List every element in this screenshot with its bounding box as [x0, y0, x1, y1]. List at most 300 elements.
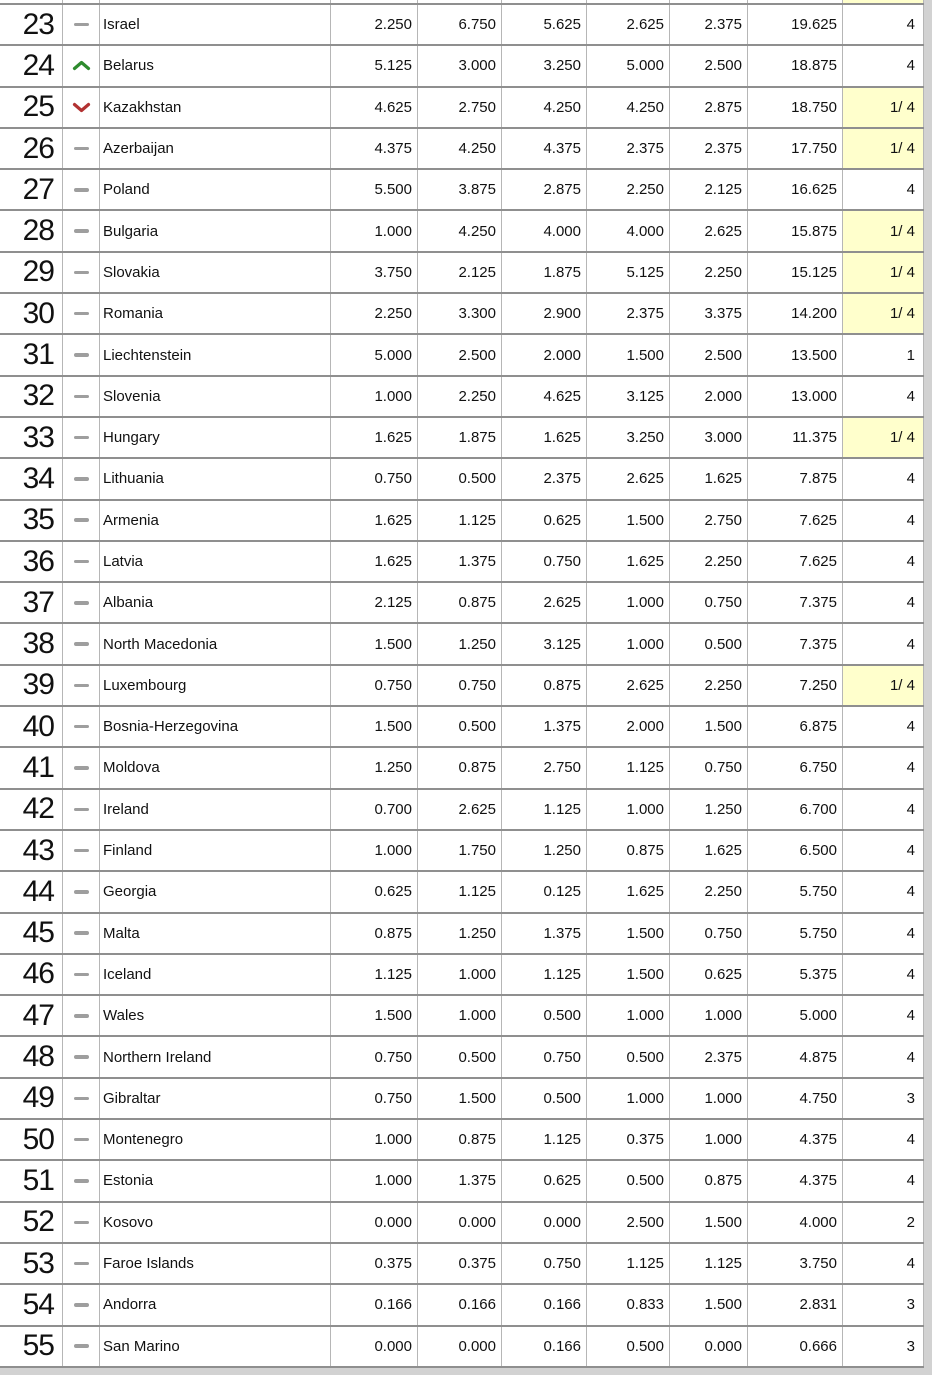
season-value-cell: 1.625: [669, 459, 747, 498]
table-row: [0, 1161, 924, 1202]
season-value-cell: 3.250: [501, 46, 586, 85]
season-value-cell: 0.875: [669, 1161, 747, 1200]
no-change-icon: [74, 1138, 89, 1142]
rank-cell: 29: [22, 255, 54, 289]
teams-cell: 1/ 4: [842, 253, 924, 292]
movement-cell: [62, 211, 99, 250]
table-row: [0, 666, 924, 707]
season-value-cell: 0.750: [669, 748, 747, 787]
season-value-cell: 0.500: [417, 1037, 501, 1076]
movement-cell: [62, 1203, 99, 1242]
teams-cell: 4: [842, 831, 924, 870]
season-value-cell: 0.375: [330, 1244, 417, 1283]
table-row: [0, 955, 924, 996]
season-value-cell: 1.625: [330, 418, 417, 457]
table-row: [0, 996, 924, 1037]
table-row: [0, 5, 924, 46]
country-cell: North Macedonia: [99, 624, 330, 663]
season-value-cell: 1.625: [669, 831, 747, 870]
no-change-icon: [74, 560, 89, 564]
ranking-table-body: [0, 5, 924, 1368]
rank-cell: 48: [22, 1040, 54, 1074]
no-change-icon: [74, 1014, 89, 1018]
country-cell: Latvia: [99, 542, 330, 581]
country-cell: Gibraltar: [99, 1079, 330, 1118]
season-value-cell: 0.500: [586, 1161, 669, 1200]
no-change-icon: [74, 849, 89, 853]
movement-cell: [62, 46, 99, 85]
no-change-icon: [74, 271, 89, 275]
teams-cell: 4: [842, 1120, 924, 1159]
table-row: [0, 583, 924, 624]
country-cell: Belarus: [99, 46, 330, 85]
season-value-cell: 0.500: [586, 1327, 669, 1366]
no-change-icon: [74, 518, 89, 522]
season-value-cell: 2.625: [586, 5, 669, 44]
country-cell: Albania: [99, 583, 330, 622]
season-value-cell: [330, 0, 417, 3]
total-cell: 19.625: [747, 5, 842, 44]
season-value-cell: 2.625: [586, 459, 669, 498]
season-value-cell: 4.000: [586, 211, 669, 250]
no-change-icon: [74, 725, 89, 729]
rank-cell: 47: [22, 998, 54, 1032]
season-value-cell: 0.500: [417, 707, 501, 746]
total-cell: 0.666: [747, 1327, 842, 1366]
movement-cell: [62, 872, 99, 911]
country-cell: Malta: [99, 914, 330, 953]
season-value-cell: 5.000: [330, 335, 417, 374]
total-cell: 2.831: [747, 1285, 842, 1324]
season-value-cell: 1.625: [330, 542, 417, 581]
season-value-cell: 0.750: [417, 666, 501, 705]
season-value-cell: 6.750: [417, 5, 501, 44]
table-row: [0, 790, 924, 831]
season-value-cell: 1.250: [417, 914, 501, 953]
movement-cell: [62, 1037, 99, 1076]
season-value-cell: [417, 0, 501, 3]
movement-cell: [62, 335, 99, 374]
season-value-cell: 2.125: [330, 583, 417, 622]
season-value-cell: 1.000: [586, 1079, 669, 1118]
season-value-cell: 0.000: [330, 1203, 417, 1242]
movement-cell: [62, 459, 99, 498]
movement-cell: [62, 914, 99, 953]
rank-cell: 26: [22, 131, 54, 165]
season-value-cell: 3.125: [586, 377, 669, 416]
teams-cell: 1: [842, 335, 924, 374]
season-value-cell: 0.125: [501, 872, 586, 911]
country-cell: Luxembourg: [99, 666, 330, 705]
season-value-cell: 2.625: [586, 666, 669, 705]
rank-cell: 36: [22, 544, 54, 578]
season-value-cell: 0.750: [501, 1244, 586, 1283]
season-value-cell: 1.125: [417, 872, 501, 911]
total-cell: 4.000: [747, 1203, 842, 1242]
teams-cell: 1/ 4: [842, 129, 924, 168]
season-value-cell: 5.625: [501, 5, 586, 44]
total-cell: 16.625: [747, 170, 842, 209]
total-cell: 15.125: [747, 253, 842, 292]
teams-cell: 1/ 4: [842, 666, 924, 705]
table-row: [0, 88, 924, 129]
season-value-cell: 0.625: [669, 955, 747, 994]
table-row: [0, 170, 924, 211]
season-value-cell: 2.625: [501, 583, 586, 622]
season-value-cell: 2.500: [669, 46, 747, 85]
season-value-cell: 0.000: [669, 1327, 747, 1366]
no-change-icon: [74, 436, 89, 440]
season-value-cell: 1.375: [417, 1161, 501, 1200]
teams-cell: 4: [842, 1037, 924, 1076]
movement-cell: [62, 1327, 99, 1366]
movement-cell: [62, 1285, 99, 1324]
season-value-cell: 0.750: [669, 583, 747, 622]
total-cell: 13.000: [747, 377, 842, 416]
scrollbar-track[interactable]: [924, 0, 932, 1375]
table-row: [0, 624, 924, 665]
movement-cell: [62, 1244, 99, 1283]
season-value-cell: 1.500: [417, 1079, 501, 1118]
country-cell: Hungary: [99, 418, 330, 457]
season-value-cell: 0.166: [501, 1285, 586, 1324]
movement-cell: [62, 624, 99, 663]
rank-cell: 39: [22, 668, 54, 702]
total-cell: 7.375: [747, 583, 842, 622]
total-cell: 6.500: [747, 831, 842, 870]
total-cell: 18.875: [747, 46, 842, 85]
country-cell: Azerbaijan: [99, 129, 330, 168]
season-value-cell: 5.125: [586, 253, 669, 292]
rank-cell: 54: [22, 1287, 54, 1321]
table-row: [0, 1037, 924, 1078]
movement-cell: [62, 501, 99, 540]
season-value-cell: 0.000: [501, 1203, 586, 1242]
rank-cell: 32: [22, 379, 54, 413]
table-row: [0, 129, 924, 170]
season-value-cell: 2.375: [669, 5, 747, 44]
no-change-icon: [74, 229, 89, 233]
season-value-cell: 1.125: [501, 1120, 586, 1159]
season-value-cell: 1.500: [586, 335, 669, 374]
table-row: [0, 1244, 924, 1285]
season-value-cell: 1.250: [501, 831, 586, 870]
season-value-cell: 0.833: [586, 1285, 669, 1324]
country-cell: Bulgaria: [99, 211, 330, 250]
season-value-cell: 1.500: [669, 707, 747, 746]
country-cell: Armenia: [99, 501, 330, 540]
season-value-cell: 4.625: [501, 377, 586, 416]
season-value-cell: 1.375: [501, 707, 586, 746]
rank-cell: 40: [22, 709, 54, 743]
teams-cell: 4: [842, 170, 924, 209]
season-value-cell: 1.000: [586, 790, 669, 829]
table-row: [0, 253, 924, 294]
season-value-cell: 1.000: [669, 1120, 747, 1159]
teams-cell: 1/ 4: [842, 211, 924, 250]
teams-cell: 3: [842, 1079, 924, 1118]
season-value-cell: 1.375: [501, 914, 586, 953]
season-value-cell: 2.375: [586, 129, 669, 168]
season-value-cell: 0.875: [417, 583, 501, 622]
season-value-cell: 1.000: [330, 831, 417, 870]
movement-cell: [62, 1079, 99, 1118]
season-value-cell: 4.250: [417, 129, 501, 168]
season-value-cell: 1.500: [330, 707, 417, 746]
country-cell: Moldova: [99, 748, 330, 787]
movement-cell: [62, 1161, 99, 1200]
season-value-cell: 5.500: [330, 170, 417, 209]
season-value-cell: 0.500: [417, 459, 501, 498]
season-value-cell: 3.000: [417, 46, 501, 85]
table-row: [0, 294, 924, 335]
season-value-cell: 1.625: [330, 501, 417, 540]
season-value-cell: [669, 0, 747, 3]
teams-cell: 3: [842, 1327, 924, 1366]
season-value-cell: 3.875: [417, 170, 501, 209]
rank-cell: 27: [22, 172, 54, 206]
season-value-cell: 3.000: [669, 418, 747, 457]
rank-cell: 24: [22, 48, 54, 82]
season-value-cell: 4.375: [501, 129, 586, 168]
season-value-cell: 0.750: [330, 459, 417, 498]
total-cell: 4.750: [747, 1079, 842, 1118]
teams-cell: 4: [842, 790, 924, 829]
season-value-cell: 5.000: [586, 46, 669, 85]
country-cell: Northern Ireland: [99, 1037, 330, 1076]
teams-cell: 4: [842, 1161, 924, 1200]
total-cell: 7.625: [747, 501, 842, 540]
rank-cell: 37: [22, 585, 54, 619]
season-value-cell: 1.500: [669, 1203, 747, 1242]
total-cell: 5.375: [747, 955, 842, 994]
rank-cell: 42: [22, 792, 54, 826]
rank-cell: 25: [22, 90, 54, 124]
country-cell: Kosovo: [99, 1203, 330, 1242]
teams-cell: 4: [842, 46, 924, 85]
season-value-cell: 2.875: [501, 170, 586, 209]
rank-cell: 28: [22, 214, 54, 248]
no-change-icon: [74, 312, 89, 316]
season-value-cell: 2.250: [669, 872, 747, 911]
teams-cell: 1/ 4: [842, 418, 924, 457]
season-value-cell: 4.000: [501, 211, 586, 250]
season-value-cell: 2.375: [586, 294, 669, 333]
table-row: [0, 748, 924, 789]
season-value-cell: 2.375: [669, 129, 747, 168]
season-value-cell: 0.625: [501, 501, 586, 540]
season-value-cell: 1.500: [586, 955, 669, 994]
teams-cell: 4: [842, 5, 924, 44]
rank-cell: 55: [22, 1329, 54, 1363]
movement-cell: [62, 418, 99, 457]
table-row: [0, 872, 924, 913]
season-value-cell: 1.125: [501, 955, 586, 994]
no-change-icon: [74, 1262, 89, 1266]
season-value-cell: 4.250: [586, 88, 669, 127]
movement-cell: [62, 88, 99, 127]
season-value-cell: 1.500: [586, 501, 669, 540]
no-change-icon: [74, 1179, 89, 1183]
season-value-cell: 0.750: [501, 542, 586, 581]
table-row: [0, 831, 924, 872]
season-value-cell: 1.125: [501, 790, 586, 829]
season-value-cell: 2.250: [330, 5, 417, 44]
country-cell: Georgia: [99, 872, 330, 911]
season-value-cell: 0.750: [501, 1037, 586, 1076]
season-value-cell: 1.375: [417, 542, 501, 581]
no-change-icon: [74, 1344, 89, 1348]
total-cell: 14.200: [747, 294, 842, 333]
season-value-cell: 1.625: [501, 418, 586, 457]
rank-cell: 38: [22, 627, 54, 661]
movement-cell: [62, 583, 99, 622]
total-cell: 13.500: [747, 335, 842, 374]
season-value-cell: 2.000: [586, 707, 669, 746]
season-value-cell: 0.500: [501, 996, 586, 1035]
season-value-cell: 1.875: [501, 253, 586, 292]
rank-cell: 23: [22, 7, 54, 41]
no-change-icon: [74, 1303, 89, 1307]
total-cell: 15.875: [747, 211, 842, 250]
season-value-cell: 0.000: [417, 1203, 501, 1242]
total-cell: 7.250: [747, 666, 842, 705]
season-value-cell: 0.625: [501, 1161, 586, 1200]
teams-cell: 4: [842, 872, 924, 911]
movement-cell: [62, 253, 99, 292]
table-row: [0, 707, 924, 748]
movement-cell: [62, 5, 99, 44]
country-cell: Slovakia: [99, 253, 330, 292]
season-value-cell: 2.375: [669, 1037, 747, 1076]
season-value-cell: 2.250: [417, 377, 501, 416]
season-value-cell: 1.750: [417, 831, 501, 870]
season-value-cell: 4.625: [330, 88, 417, 127]
season-value-cell: 1.000: [330, 377, 417, 416]
teams-cell: 1/ 4: [842, 88, 924, 127]
movement-cell: [62, 748, 99, 787]
country-cell: Montenegro: [99, 1120, 330, 1159]
season-value-cell: 1.250: [330, 748, 417, 787]
teams-cell: 4: [842, 583, 924, 622]
total-cell: [747, 0, 842, 3]
total-cell: 7.875: [747, 459, 842, 498]
no-change-icon: [74, 808, 89, 812]
season-value-cell: 0.500: [586, 1037, 669, 1076]
country-cell: Israel: [99, 5, 330, 44]
season-value-cell: 0.750: [330, 1037, 417, 1076]
teams-cell: 4: [842, 748, 924, 787]
movement-cell: [62, 542, 99, 581]
teams-cell: 4: [842, 996, 924, 1035]
season-value-cell: 0.500: [501, 1079, 586, 1118]
movement-cell: [62, 831, 99, 870]
no-change-icon: [74, 931, 89, 935]
season-value-cell: 2.875: [669, 88, 747, 127]
country-cell: Kazakhstan: [99, 88, 330, 127]
season-value-cell: 4.250: [417, 211, 501, 250]
season-value-cell: 2.125: [417, 253, 501, 292]
rank-cell: 31: [22, 338, 54, 372]
teams-cell: 1/ 4: [842, 294, 924, 333]
season-value-cell: 1.250: [417, 624, 501, 663]
season-value-cell: [586, 0, 669, 3]
rank-cell: 41: [22, 750, 54, 784]
no-change-icon: [74, 353, 89, 357]
season-value-cell: 2.375: [501, 459, 586, 498]
country-cell: Liechtenstein: [99, 335, 330, 374]
teams-cell: 4: [842, 707, 924, 746]
season-value-cell: 0.625: [330, 872, 417, 911]
season-value-cell: 0.166: [501, 1327, 586, 1366]
up-arrow-icon: [72, 60, 91, 71]
teams-cell: 4: [842, 501, 924, 540]
season-value-cell: 0.000: [330, 1327, 417, 1366]
season-value-cell: 1.500: [586, 914, 669, 953]
season-value-cell: 0.000: [417, 1327, 501, 1366]
rank-cell: 30: [22, 296, 54, 330]
no-change-icon: [74, 973, 89, 977]
table-row: [0, 1203, 924, 1244]
season-value-cell: 0.700: [330, 790, 417, 829]
total-cell: 5.750: [747, 914, 842, 953]
season-value-cell: 0.875: [586, 831, 669, 870]
rank-cell: 35: [22, 503, 54, 537]
season-value-cell: 2.250: [669, 666, 747, 705]
season-value-cell: 3.375: [669, 294, 747, 333]
season-value-cell: 1.000: [417, 996, 501, 1035]
rank-cell: 33: [22, 420, 54, 454]
season-value-cell: 1.000: [330, 1161, 417, 1200]
season-value-cell: 1.500: [330, 996, 417, 1035]
season-value-cell: 2.500: [417, 335, 501, 374]
rank-cell: [0, 0, 62, 3]
movement-cell: [62, 955, 99, 994]
season-value-cell: 3.250: [586, 418, 669, 457]
season-value-cell: 2.625: [669, 211, 747, 250]
total-cell: 3.750: [747, 1244, 842, 1283]
movement-cell: [62, 790, 99, 829]
teams-cell: [842, 0, 924, 3]
season-value-cell: 2.000: [501, 335, 586, 374]
season-value-cell: 0.375: [417, 1244, 501, 1283]
season-value-cell: 2.125: [669, 170, 747, 209]
movement-cell: [62, 294, 99, 333]
no-change-icon: [74, 642, 89, 646]
table-row: [0, 211, 924, 252]
total-cell: 5.000: [747, 996, 842, 1035]
season-value-cell: 0.500: [669, 624, 747, 663]
teams-cell: 4: [842, 624, 924, 663]
rank-cell: 44: [22, 874, 54, 908]
country-cell: Andorra: [99, 1285, 330, 1324]
season-value-cell: 2.250: [669, 542, 747, 581]
table-row: [0, 335, 924, 376]
season-value-cell: 3.125: [501, 624, 586, 663]
rank-cell: 53: [22, 1246, 54, 1280]
season-value-cell: 0.875: [501, 666, 586, 705]
teams-cell: 2: [842, 1203, 924, 1242]
table-row: [0, 377, 924, 418]
season-value-cell: 1.125: [417, 501, 501, 540]
no-change-icon: [74, 395, 89, 399]
total-cell: 6.875: [747, 707, 842, 746]
table-row: [0, 418, 924, 459]
table-row: [0, 1285, 924, 1326]
teams-cell: 4: [842, 955, 924, 994]
no-change-icon: [74, 1221, 89, 1225]
season-value-cell: 3.300: [417, 294, 501, 333]
